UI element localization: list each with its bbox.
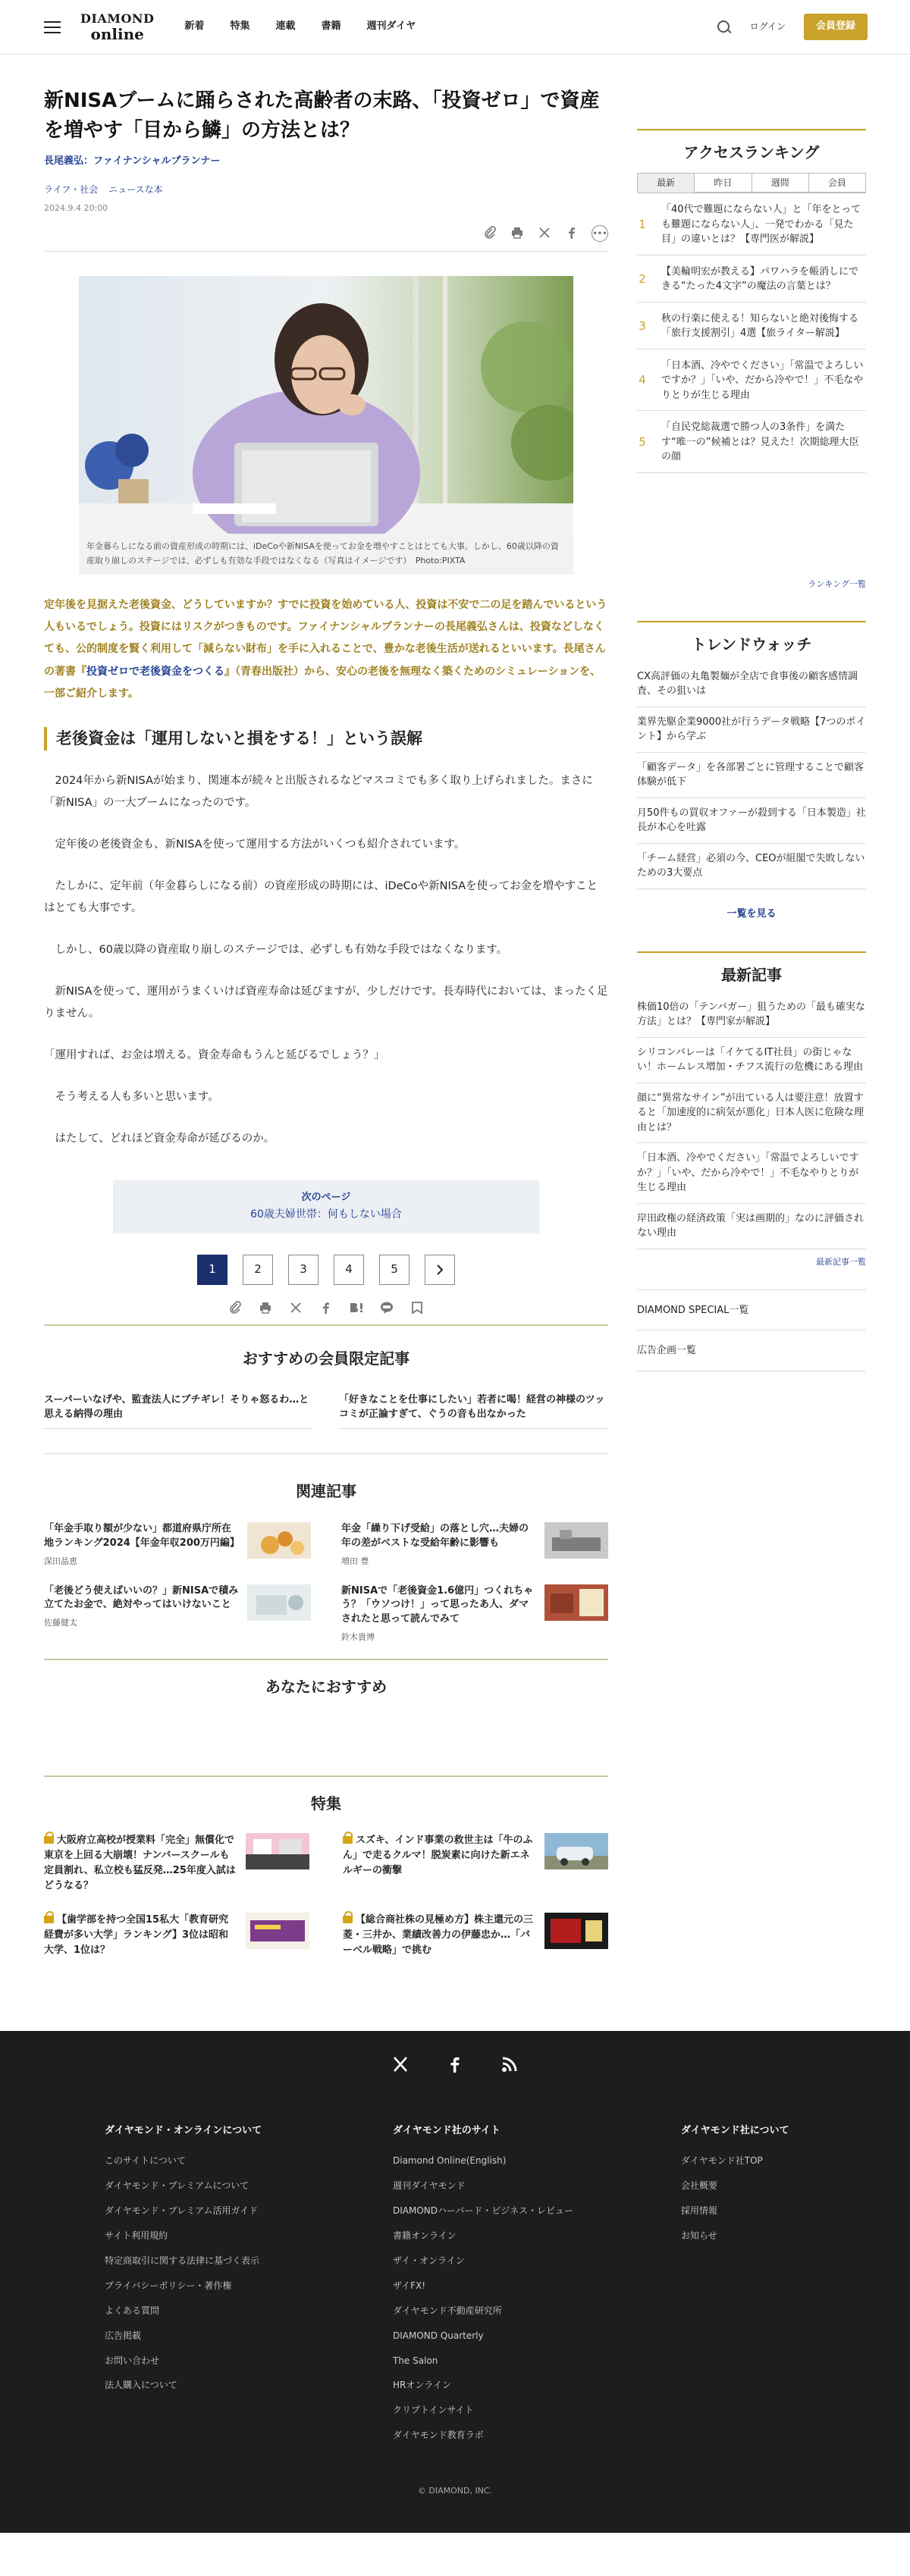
feature-thumbnail [544, 1833, 608, 1869]
site-logo[interactable] [80, 13, 154, 42]
latest-item[interactable]: 株価10倍の「テンバガー」狙うための「最も確実な方法」とは？【専門家が解説】 [637, 992, 866, 1038]
footer-link[interactable]: プライバシーポリシー・著作権 [105, 2280, 232, 2291]
hero-image [79, 276, 573, 534]
footer-link[interactable]: ダイヤモンド教育ラボ [393, 2430, 484, 2441]
hatena-bookmark-icon[interactable] [349, 1300, 364, 1315]
trend-item[interactable]: 「顧客データ」を各部署ごとに管理することで顧客体験が低下 [637, 753, 866, 798]
paragraph: 2024年から新NISAが始まり、関連本が続々と出版されるなどマスコミでも多く取り上げられました。まさに「新NISA」の一大ブームになったのです。 [44, 775, 593, 809]
login-link[interactable]: ログイン [749, 21, 786, 33]
latest-more-link[interactable]: 最新記事一覧 [816, 1256, 866, 1267]
article-body [44, 770, 608, 1150]
features-list [44, 1833, 608, 1988]
footer-link[interactable]: ダイヤモンド社TOP [681, 2155, 763, 2167]
category-link[interactable]: ライフ・社会 [44, 184, 99, 196]
rank-number: 1 [639, 217, 646, 231]
recommend-heading: あなたにおすすめ [265, 1677, 388, 1696]
nav-feature[interactable]: 特集 [230, 20, 250, 33]
footer-link[interactable]: The Salon [393, 2355, 438, 2366]
facebook-icon[interactable] [564, 225, 579, 240]
paragraph: そう考える人も多いと思います。 [55, 1091, 219, 1103]
rank-number: 4 [639, 373, 646, 387]
paragraph: たしかに、定年前（年金暮らしになる前）の資産形成の時期には、iDeCoや新NISAを使ってお金を増やすことはとても大事です。 [44, 880, 598, 914]
sidebar [637, 55, 866, 1371]
nav-books[interactable]: 書籍 [321, 20, 341, 33]
latest-item[interactable]: 「日本酒、冷やでください」「常温でよろしいですか？」「いや、だから冷やで！」不毛なやりとりが生じる理由 [637, 1143, 866, 1204]
related-title: 新NISAで「老後資金1.6億円」つくれちゃう？「ウソつけ！」って思ったあ人、ダマされたと思って読んでみて [341, 1584, 534, 1625]
x-icon[interactable] [392, 2054, 409, 2082]
page-4[interactable]: 4 [334, 1255, 364, 1285]
footer-col-title: ダイヤモンド・オンラインについて [105, 2125, 262, 2137]
book-link[interactable]: 投資ゼロで老後資金をつくる [86, 665, 224, 678]
special-list-link[interactable]: DIAMOND SPECIAL一覧 [637, 1290, 866, 1330]
paragraph: はたして、どれほど資金寿命が延びるのか。 [55, 1133, 275, 1145]
lead-text-end: 』（青春出版社）から、安心の老後を無理なく築くためのシミュレーションを、一部ご紹介します。 [44, 665, 601, 700]
footer-columns [0, 2082, 910, 2452]
nav-series[interactable]: 連載 [275, 20, 296, 33]
latest-item[interactable]: 岸田政権の経済政策「実は画期的」なのに評価されない理由 [637, 1204, 866, 1249]
related-thumbnail [544, 1522, 608, 1559]
page-2[interactable]: 2 [243, 1255, 273, 1285]
feature-title: スズキ、インド事業の救世主は「牛のふん」で走るクルマ！脱炭素に向けた新エネルギーの衝撃 [343, 1834, 533, 1877]
related-list [44, 1522, 608, 1660]
features-heading: 特集 [311, 1794, 341, 1813]
related-thumbnail [544, 1584, 608, 1621]
logo-top: DIAMOND [80, 11, 155, 26]
latest-list [637, 992, 866, 1249]
print-icon[interactable] [510, 225, 525, 240]
share-bar-top [44, 219, 608, 252]
page-3[interactable]: 3 [288, 1255, 318, 1285]
hero-caption: 年金暮らしになる前の資産形成の時期には、iDeCoや新NISAを使ってお金を増やすことはとても大事。しかし、60歳以降の資産取り崩しのステージでは、必ずしも有効な手段ではなくなる（写真はイメージです） Photo:PIXTA [79, 534, 573, 574]
footer-link[interactable]: 広告掲載 [105, 2330, 142, 2341]
ranking-title: 「自民党総裁選で勝つ人の3条件」を満たす“唯一の”候補とは？見えた！次期総理大臣の顔 [661, 421, 859, 463]
x-icon[interactable] [537, 225, 552, 240]
ranking-more-link[interactable]: ランキング一覧 [808, 578, 866, 589]
hero-figure [79, 276, 573, 574]
related-author: 増田 豊 [341, 1556, 369, 1566]
article-title: 新NISAブームに踊らされた高齢者の末路、「投資ゼロ」で資産を増やす「目から鱗」の方法とは？ [44, 89, 600, 142]
tab-latest[interactable]: 最新 [637, 173, 695, 193]
lock-icon [343, 1914, 353, 1923]
copyright: © DIAMOND, INC. [417, 2486, 493, 2496]
related-article[interactable] [44, 1522, 311, 1568]
tab-weekly[interactable]: 週間 [752, 173, 809, 193]
header-actions [717, 14, 868, 39]
page-5[interactable]: 5 [379, 1255, 410, 1285]
footer-link[interactable]: 法人購入について [105, 2380, 177, 2391]
lock-icon [44, 1835, 54, 1844]
trend-item[interactable]: 月50件もの買収オファーが殺到する「日本製造」社長が本心を吐露 [637, 798, 866, 844]
ranking-title: 【美輪明宏が教える】パワハラを帳消しにできる“たった4文字”の魔法の言葉とは？ [661, 265, 859, 293]
article-author[interactable]: 長尾義弘：ファイナンシャルプランナー [44, 155, 221, 167]
footer-col-about [105, 2123, 393, 2452]
ranking-item[interactable] [637, 193, 866, 255]
footer-link[interactable]: 週刊ダイヤモンド [393, 2180, 466, 2192]
next-page-title: 60歳夫婦世帯：何もしない場合 [250, 1208, 402, 1221]
print-icon[interactable] [258, 1300, 273, 1315]
footer-link[interactable]: お知らせ [681, 2230, 717, 2242]
search-icon[interactable] [717, 20, 732, 35]
tab-yesterday[interactable]: 昨日 [695, 173, 752, 193]
line-icon[interactable] [379, 1300, 394, 1315]
more-icon[interactable]: ••• [592, 225, 608, 242]
logo-bottom: online [90, 24, 144, 43]
trend-item[interactable]: 「チーム経営」必須の今、CEOが組閣で失敗しないための3大要点 [637, 844, 866, 889]
related-thumbnail [247, 1522, 311, 1559]
ad-list-link[interactable]: 広告企画一覧 [637, 1330, 866, 1371]
related-thumbnail [247, 1584, 311, 1621]
latest-item[interactable]: シリコンバレーは「イケてるIT社員」の街じゃない！ホームレス増加・チフス流行の危機にある理由 [637, 1038, 866, 1083]
footer-link[interactable]: DIAMOND Quarterly [393, 2330, 484, 2341]
ranking-list [637, 193, 866, 473]
footer-link[interactable]: 採用情報 [681, 2205, 718, 2217]
trend-item[interactable]: CX高評価の丸亀製麺が全店で食事後の顧客感情調査、その狙いは [637, 662, 866, 707]
footer-link[interactable]: ダイヤモンド・プレミアム活用ガイド [105, 2205, 259, 2217]
ranking-tabs [637, 173, 866, 193]
footer-link[interactable]: DIAMONDハーバード・ビジネス・レビュー [393, 2205, 574, 2217]
ranking-item[interactable] [637, 349, 866, 412]
article-lead [44, 594, 608, 706]
footer-link[interactable]: ザイFX! [393, 2280, 426, 2291]
footer-link[interactable]: HRオンライン [393, 2380, 452, 2391]
feature-thumbnail [246, 1833, 309, 1869]
feature-article[interactable] [44, 1833, 309, 1894]
lock-icon [343, 1835, 353, 1844]
rss-icon[interactable] [501, 2054, 518, 2082]
premium-list [44, 1384, 608, 1454]
related-author: 深田晶恵 [44, 1556, 77, 1566]
x-icon[interactable] [288, 1300, 303, 1315]
pagination [44, 1255, 608, 1285]
article-date: 2024.9.4 20:00 [44, 203, 108, 214]
page-body [0, 55, 910, 1988]
lock-icon [44, 1914, 54, 1923]
related-article[interactable] [44, 1584, 311, 1644]
trend-more-link[interactable]: 一覧を見る [726, 907, 777, 920]
social-links [0, 2054, 910, 2082]
feature-article[interactable] [44, 1913, 309, 1958]
facebook-icon[interactable] [447, 2054, 463, 2082]
facebook-icon[interactable] [318, 1300, 334, 1315]
category-link[interactable]: ニュースな本 [108, 184, 163, 196]
footer-link[interactable]: ダイヤモンド・プレミアムについて [105, 2180, 249, 2192]
main-nav [184, 18, 416, 35]
paragraph: 新NISAを使って、運用がうまくいけば資産寿命は延びますが、少しだけです。長寿時代においては、まったく足りません。 [44, 986, 608, 1020]
next-page-label: 次のページ [301, 1192, 351, 1203]
ranking-title: 「40代で難題にならない人」と「年をとっても難題にならない人」、一発でわかる「見た目」の違いとは？【専門医が解説】 [661, 204, 861, 246]
related-article[interactable] [341, 1584, 608, 1644]
related-title: 「年金手取り額が少ない」都道府県庁所在地ランキング2024【年金年収200万円編】 [44, 1522, 240, 1549]
main-column [44, 55, 608, 1988]
premium-article[interactable]: 「好きなことを仕事にしたい」若者に喝！経営の神様のツッコミが正論すぎて、ぐうの音も出なかった [339, 1384, 608, 1429]
lead-text: 定年後を見据えた老後資金、どうしていますか？すでに投資を始めている人、投資は不安で二の足を踏んでいるという人もいるでしょう。投資にはリスクがつきものです。ファイナンシャルプランナーの長尾義弘さんは、投資などしなくても、公的制度を賢く利用して「減らない財布」を手に入れることで、豊かな老後生活が送れるといいます。長尾さんの著書『 [44, 598, 607, 678]
footer-col-company [681, 2123, 908, 2452]
footer-col-title: ダイヤモンド社について [681, 2125, 789, 2137]
section-heading: 老後資金は「運用しないと損をする！」という誤解 [44, 727, 608, 751]
feature-thumbnail [246, 1913, 309, 1949]
paragraph: 定年後の老後資金も、新NISAを使って運用する方法がいくつも紹介されています。 [55, 838, 466, 851]
related-title: 「老後どう使えばいいの？」新NISAで積み立てたお金で、絶対やってはいけないこと [44, 1584, 239, 1611]
related-author: 鈴木貴博 [341, 1632, 375, 1643]
ranking-item[interactable] [637, 255, 866, 302]
ranking-title: 「日本酒、冷やでください」「常温でよろしいですか？」「いや、だから冷やで！」不毛なやりとりが生じる理由 [661, 359, 864, 401]
footer-link[interactable]: ザイ・オンライン [393, 2255, 465, 2267]
recommend-area [44, 1706, 608, 1777]
register-button[interactable]: 会員登録 [804, 14, 868, 39]
nav-new[interactable]: 新着 [184, 20, 205, 33]
footer-link[interactable]: このサイトについて [105, 2155, 186, 2167]
ranking-item[interactable] [637, 411, 866, 473]
latest-heading: 最新記事 [637, 951, 866, 992]
footer-link[interactable]: よくある質問 [105, 2305, 160, 2316]
footer-link[interactable]: Diamond Online(English) [393, 2155, 507, 2167]
next-page-button[interactable] [113, 1180, 539, 1233]
rank-number: 3 [639, 318, 646, 333]
feature-thumbnail [544, 1913, 608, 1949]
clip-icon[interactable] [482, 225, 497, 240]
quote: 「運用すれば、お金は増える。資金寿命もうんと延びるでしょう？」 [44, 1049, 385, 1061]
tab-members[interactable]: 会員 [809, 173, 866, 193]
footer-col-sites [393, 2123, 681, 2452]
page-1[interactable]: 1 [197, 1255, 228, 1285]
site-header [0, 0, 910, 55]
rank-number: 5 [639, 434, 646, 449]
trend-list [637, 662, 866, 889]
trend-item[interactable]: 業界先駆企業9000社が行うデータ戦略【7つのポイント】から学ぶ [637, 707, 866, 753]
footer-link[interactable]: 書籍オンライン [393, 2230, 457, 2242]
feature-title: 大阪府立高校が授業料「完全」無償化で東京を上回る大崩壊！ナンバースクールも定員割れ、私立校も猛反発…25年度入試はどうなる？ [44, 1834, 236, 1892]
footer-link[interactable]: お問い合わせ [105, 2355, 160, 2366]
feature-title: 【歯学部を持つ全国15私大「教育研究経費が多い大学」ランキング】3位は昭和大学、1位は？ [44, 1913, 229, 1956]
footer-link[interactable]: ダイヤモンド不動産研究所 [393, 2305, 502, 2316]
menu-icon[interactable] [44, 21, 61, 33]
premium-article[interactable]: スーパーいなげや、監査法人にブチギレ！そりゃ怒るわ…と思える納得の理由 [44, 1384, 313, 1429]
footer-link[interactable]: 会社概要 [681, 2180, 718, 2192]
trend-heading: トレンドウォッチ [637, 621, 866, 662]
rank-number: 2 [639, 271, 646, 286]
footer-link[interactable]: クリプトインサイト [393, 2405, 474, 2416]
premium-heading: おすすめの会員限定記事 [242, 1349, 410, 1368]
next-page-arrow-icon[interactable] [425, 1255, 455, 1285]
feature-title: 【総合商社株の見極め方】株主還元の三菱・三井か、業績改善力の伊藤忠か…「バーベル戦略」で挑む [343, 1913, 534, 1956]
paragraph: しかし、60歳以降の資産取り崩しのステージでは、必ずしも有効な手段ではなくなります。 [55, 944, 508, 956]
footer-link[interactable]: サイト利用規約 [105, 2230, 168, 2242]
feature-article[interactable] [343, 1913, 608, 1958]
share-bar-bottom [44, 1300, 608, 1326]
site-footer [0, 2031, 910, 2533]
ranking-heading: アクセスランキング [637, 129, 866, 170]
pocket-icon[interactable] [410, 1300, 425, 1315]
related-article[interactable] [341, 1522, 608, 1568]
ranking-item[interactable] [637, 302, 866, 349]
ranking-title: 秋の行楽に使える！知らないと絶対後悔する「旅行支援割引」4選【旅ライター解説】 [661, 312, 859, 340]
clip-icon[interactable] [228, 1300, 243, 1315]
footer-link[interactable]: 特定商取引に関する法律に基づく表示 [105, 2255, 260, 2267]
feature-article[interactable] [343, 1833, 608, 1894]
related-title: 年金「繰り下げ受給」の落とし穴…夫婦の年の差がベストな受給年齢に影響も [341, 1522, 529, 1549]
article-categories [44, 182, 608, 197]
related-author: 佐藤健太 [44, 1618, 77, 1628]
related-heading: 関連記事 [296, 1481, 356, 1500]
footer-col-title: ダイヤモンド社のサイト [393, 2125, 500, 2137]
nav-weekly[interactable]: 週刊ダイヤ [366, 20, 416, 33]
latest-item[interactable]: 顔に“異常なサイン”が出ている人は要注意！放置すると「加速度的に病気が悪化」日本人医に危険な理由とは？ [637, 1083, 866, 1144]
